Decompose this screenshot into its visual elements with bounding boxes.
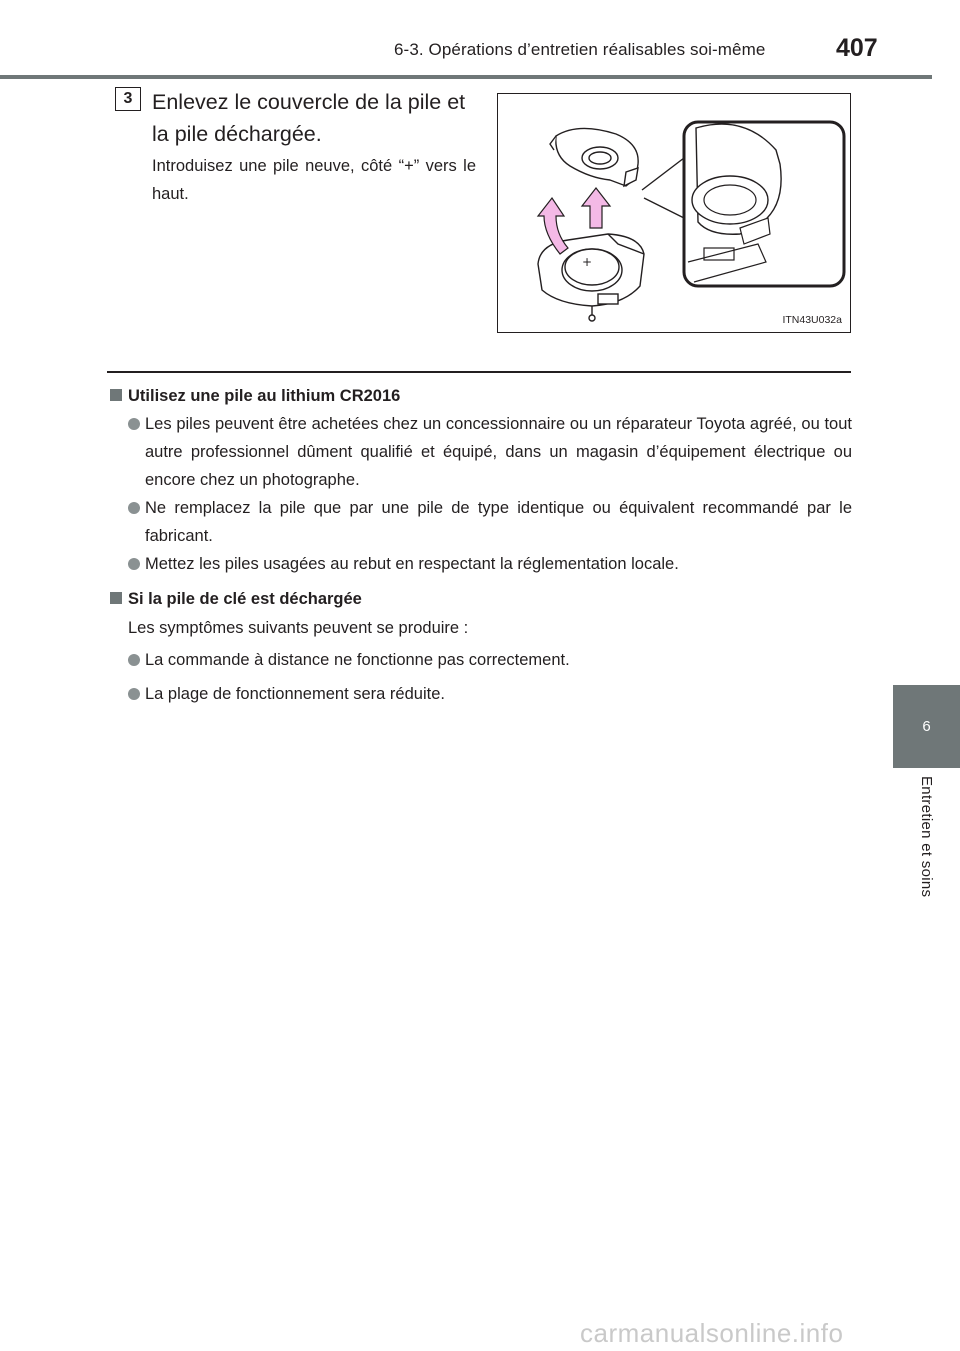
chapter-tab: 6: [893, 685, 960, 768]
chapter-title: Entretien et soins: [918, 776, 935, 898]
battery-illustration: [497, 93, 851, 333]
list-item: [128, 680, 852, 708]
list-item-text: La plage de fonctionnement sera réduite.: [145, 685, 445, 703]
key-base: [538, 234, 644, 321]
section-heading-text: Utilisez une pile au lithium CR2016: [128, 387, 401, 405]
header-title: 6-3. Opérations d’entretien réalisables soi-même: [394, 40, 766, 59]
list-item-text: Ne remplacez la pile que par une pile de type identique ou équivalent recommandé par le fabricant.: [145, 499, 852, 545]
bullet-dot-icon: [128, 688, 140, 700]
section-heading-discharged: [110, 590, 362, 609]
battery-cover: [550, 128, 638, 186]
figure-code: ITN43U032a: [782, 314, 842, 326]
detail-callout: [684, 122, 844, 286]
list-item: [128, 410, 852, 494]
watermark: carmanualsonline.info: [580, 1318, 844, 1348]
step-title: Enlevez le couvercle de la pile et la pile déchargée.: [152, 90, 466, 146]
heading-square-icon: [110, 389, 122, 401]
battery-illustration-drawing: [498, 94, 851, 333]
list-item-text: Les piles peuvent être achetées chez un concessionnaire ou un réparateur Toyota agréé, ou tout autre professionnel dûment qualifié et équipé, dans un magasin d’équipement électrique ou encore chez un photographe.: [145, 415, 852, 489]
callout-leader: [642, 158, 684, 218]
list-item-text: La commande à distance ne fonctionne pas correctement.: [145, 651, 570, 669]
page-number: 407: [836, 34, 878, 62]
list-item: [128, 550, 852, 578]
section-divider: [107, 371, 851, 373]
section-intro: Les symptômes suivants peuvent se produire :: [128, 619, 469, 637]
bullet-dot-icon: [128, 502, 140, 514]
step-number-box: 3: [115, 87, 141, 111]
section-heading-text: Si la pile de clé est déchargée: [128, 590, 362, 608]
list-item: [128, 494, 852, 550]
list-item: [128, 646, 852, 674]
battery-plus-mark: +: [582, 255, 593, 269]
bullet-dot-icon: [128, 418, 140, 430]
list-item-text: Mettez les piles usagées au rebut en respectant la réglementation locale.: [145, 555, 679, 573]
heading-square-icon: [110, 592, 122, 604]
section-heading-lithium: [110, 387, 400, 406]
header-rule: [0, 75, 932, 79]
step-body: Introduisez une pile neuve, côté “+” vers le haut.: [152, 157, 476, 203]
bullet-dot-icon: [128, 654, 140, 666]
bullet-dot-icon: [128, 558, 140, 570]
